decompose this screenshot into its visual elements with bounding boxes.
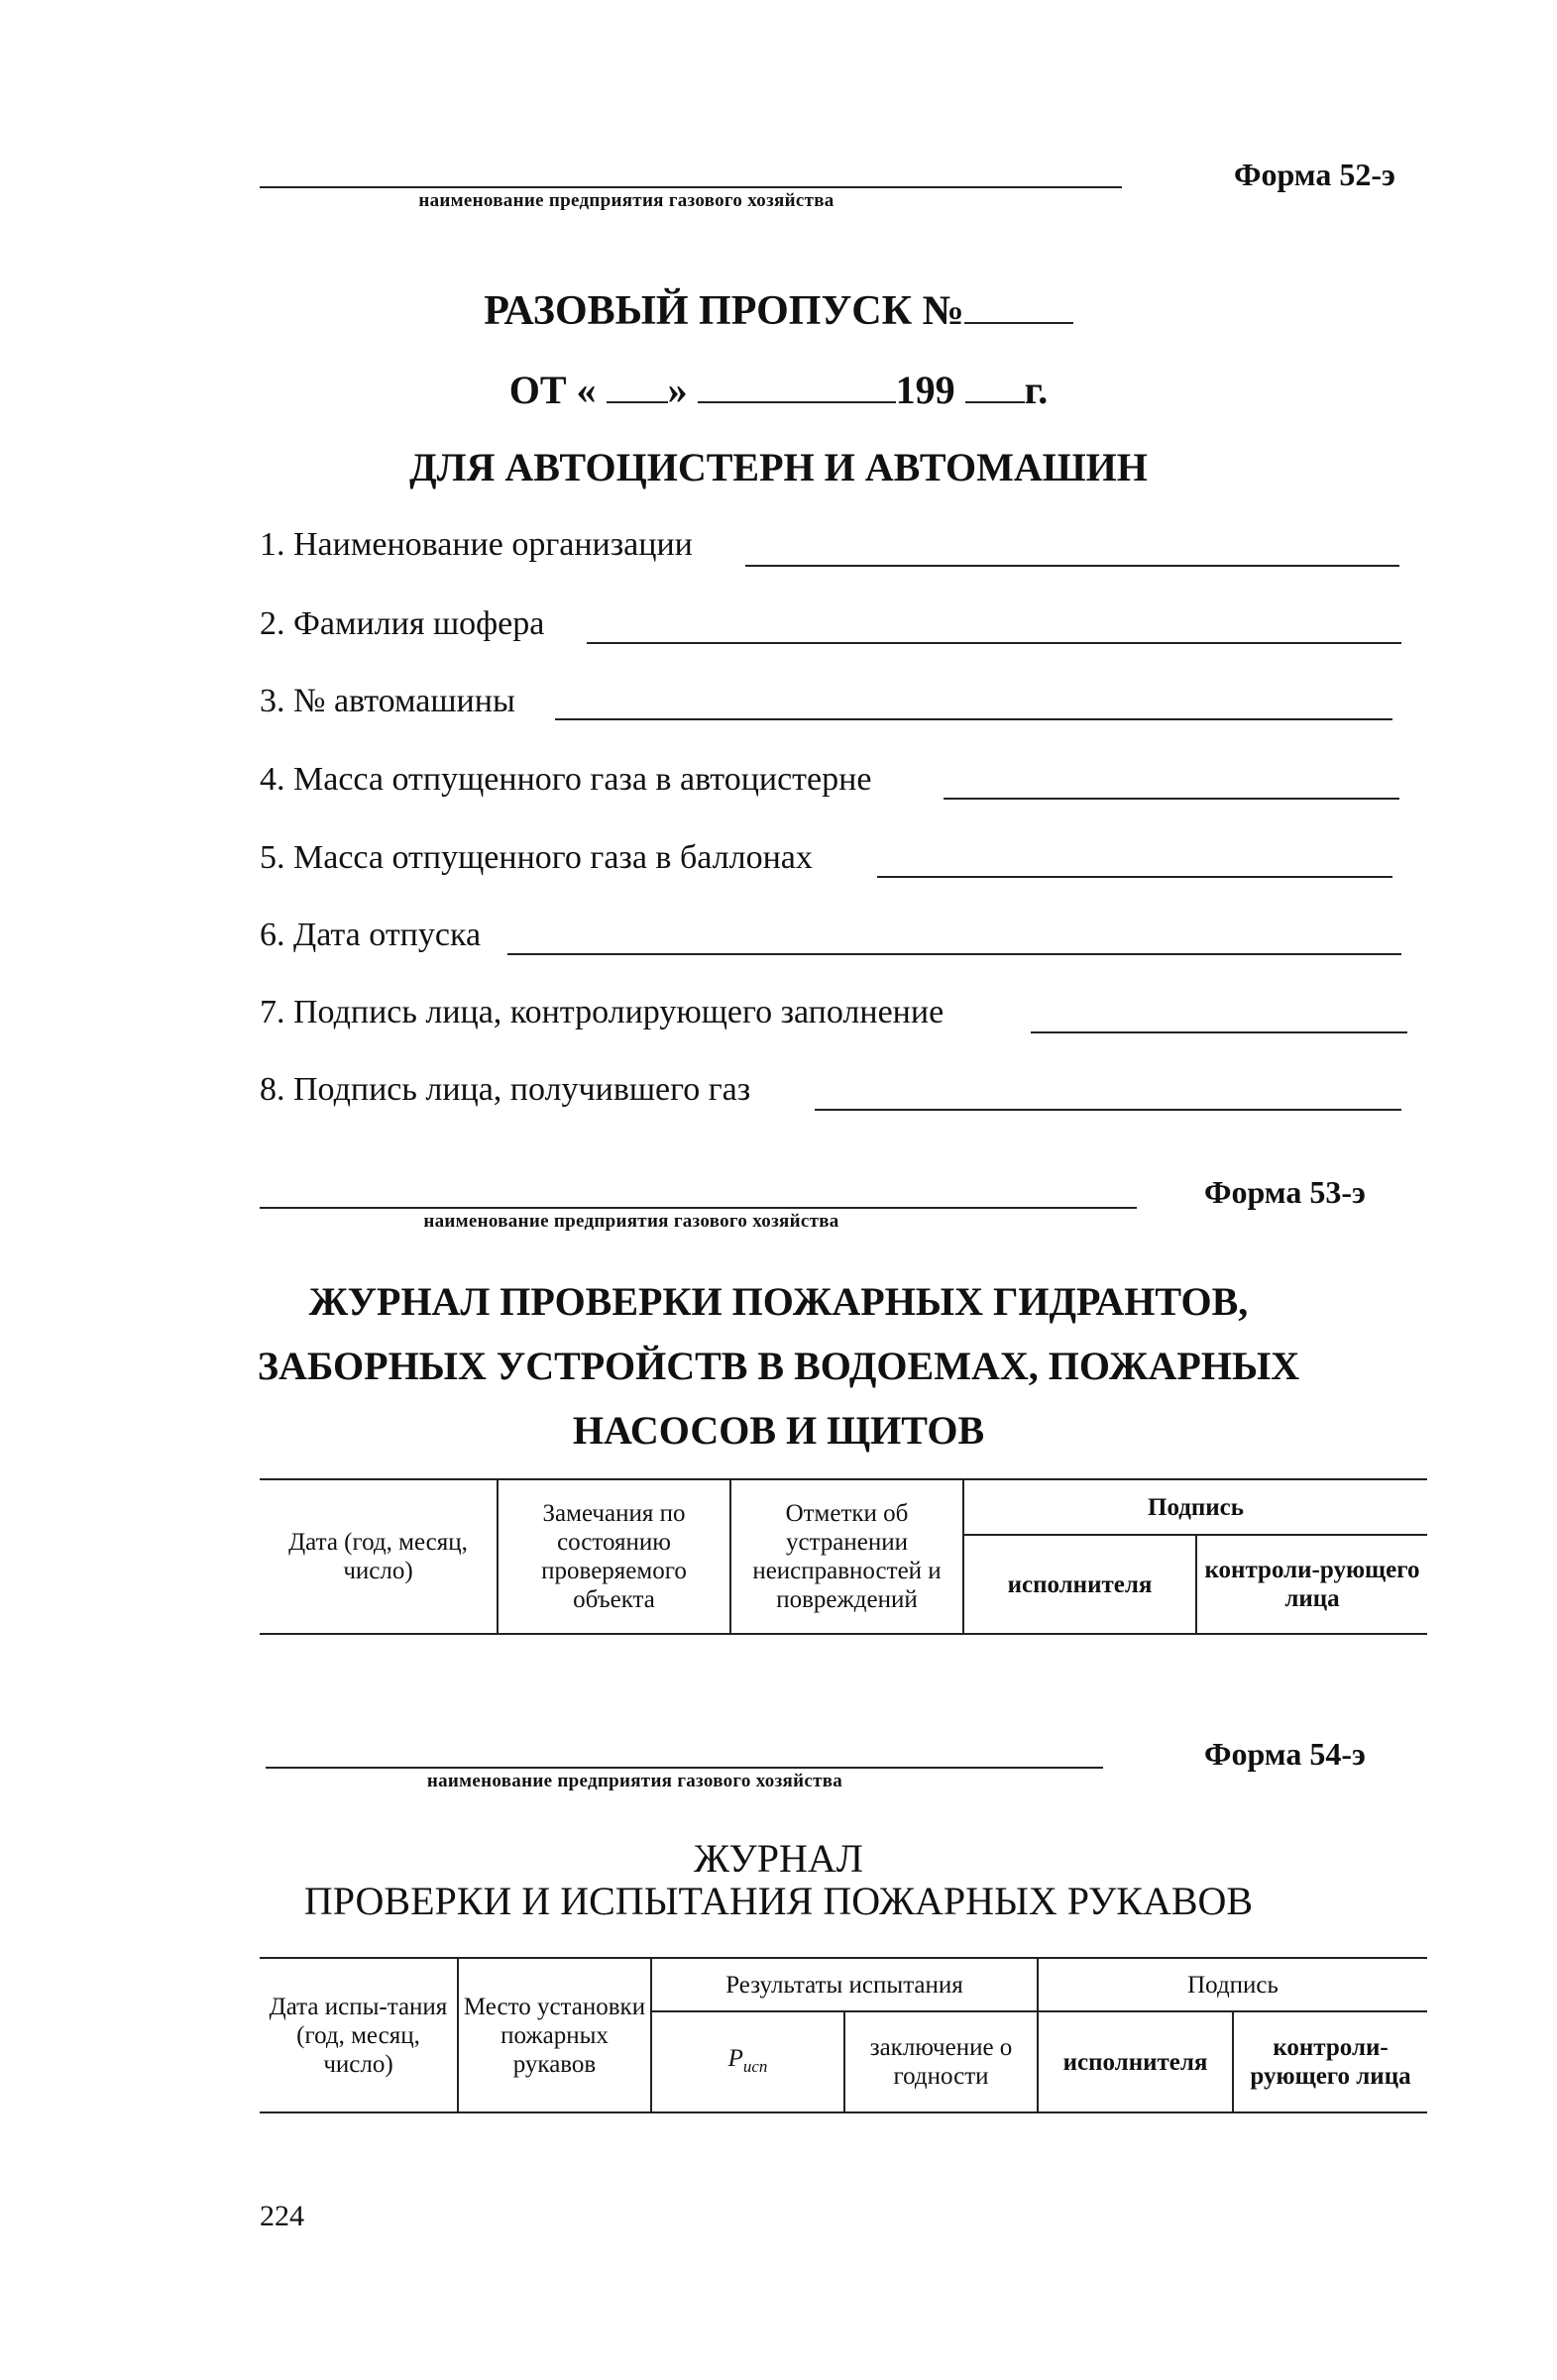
date-from-label: ОТ « <box>508 368 597 412</box>
field-signature-receiver: 8. Подпись лица, получившего газ <box>260 1071 751 1108</box>
date-year-blank[interactable] <box>965 374 1025 403</box>
col-place-54: Место установки пожарных рукавов <box>458 1958 651 2112</box>
field-driver-line[interactable] <box>587 642 1401 644</box>
field-signature-receiver-line[interactable] <box>815 1109 1401 1111</box>
title-53-line1: ЖУРНАЛ ПРОВЕРКИ ПОЖАРНЫХ ГИДРАНТОВ, <box>308 1279 1249 1324</box>
title-53-line3: НАСОСОВ И ЩИТОВ <box>572 1408 985 1453</box>
org-caption-52: наименование предприятия газового хозяйства <box>418 190 834 211</box>
title-54-line2: ПРОВЕРКИ И ИСПЫТАНИЯ ПОЖАРНЫХ РУКАВОВ <box>303 1879 1254 1923</box>
field-gas-mass-cylinders: 5. Масса отпущенного газа в баллонах <box>260 839 813 876</box>
sub-executor-54: исполнителя <box>1038 2011 1233 2112</box>
date-quote-close: » <box>667 368 688 412</box>
title-pass-number <box>0 287 1557 335</box>
field-gas-mass-tank-line[interactable] <box>944 798 1399 800</box>
hydrant-check-table <box>260 1478 1427 1635</box>
col-date-53: Дата (год, месяц, число) <box>260 1479 498 1634</box>
pass-number-blank[interactable] <box>964 292 1073 324</box>
sub-pressure-54 <box>651 2011 844 2112</box>
date-year-prefix: 199 <box>895 368 955 412</box>
org-name-line-52[interactable] <box>260 186 1122 188</box>
field-release-date-line[interactable] <box>507 953 1401 955</box>
field-signature-controller: 7. Подпись лица, контролирующего заполнение <box>260 994 945 1030</box>
org-caption-53: наименование предприятия газового хозяйства <box>423 1211 839 1232</box>
field-gas-mass-tank: 4. Масса отпущенного газа в автоцистерне <box>260 761 872 798</box>
field-release-date: 6. Дата отпуска <box>260 917 482 953</box>
title-vehicles: ДЛЯ АВТОЦИСТЕРН И АВТОМАШИН <box>409 445 1148 489</box>
col-remarks-53: Замечания по состоянию проверяемого объекта <box>498 1479 730 1634</box>
field-organization: 1. Наименование организации <box>260 526 693 563</box>
col-signature-53: Подпись <box>963 1479 1427 1535</box>
sub-conclusion-54: заключение о годности <box>844 2011 1038 2112</box>
hose-test-table <box>260 1957 1427 2113</box>
title-date-line <box>0 367 1557 413</box>
sub-controller-54: контроли-рующего лица <box>1233 2011 1427 2112</box>
org-name-line-53[interactable] <box>260 1207 1137 1209</box>
col-date-54: Дата испы-тания (год, месяц, число) <box>260 1958 458 2112</box>
title-pass-text: РАЗОВЫЙ ПРОПУСК № <box>484 288 964 334</box>
col-results-54: Результаты испытания <box>651 1958 1038 2011</box>
sub-pressure-base: P <box>727 2044 743 2072</box>
sub-executor-53: исполнителя <box>963 1535 1196 1634</box>
col-marks-53: Отметки об устранении неисправностей и повреждений <box>730 1479 963 1634</box>
field-vehicle-number: 3. № автомашины <box>260 683 515 719</box>
form-label-53: Форма 53-э <box>1204 1174 1366 1210</box>
field-vehicle-number-line[interactable] <box>555 718 1392 720</box>
org-caption-54: наименование предприятия газового хозяйства <box>426 1771 843 1791</box>
sub-pressure-index: исп <box>742 2056 768 2076</box>
form-label-54: Форма 54-э <box>1204 1736 1366 1772</box>
title-54-line1: ЖУРНАЛ <box>694 1836 863 1881</box>
field-organization-line[interactable] <box>745 565 1399 567</box>
field-gas-mass-cylinders-line[interactable] <box>877 876 1392 878</box>
sub-controller-53: контроли-рующего лица <box>1196 1535 1427 1634</box>
field-signature-controller-line[interactable] <box>1031 1031 1407 1033</box>
field-driver: 2. Фамилия шофера <box>260 605 545 642</box>
page-number: 224 <box>260 2200 304 2232</box>
col-signature-54: Подпись <box>1038 1958 1427 2011</box>
title-53-line2: ЗАБОРНЫХ УСТРОЙСТВ В ВОДОЕМАХ, ПОЖАРНЫХ <box>257 1344 1300 1388</box>
org-name-line-54[interactable] <box>266 1767 1103 1769</box>
date-suffix: г. <box>1024 368 1049 412</box>
form-label-52: Форма 52-э <box>1234 157 1395 192</box>
date-month-blank[interactable] <box>698 374 896 403</box>
date-day-blank[interactable] <box>607 374 668 403</box>
